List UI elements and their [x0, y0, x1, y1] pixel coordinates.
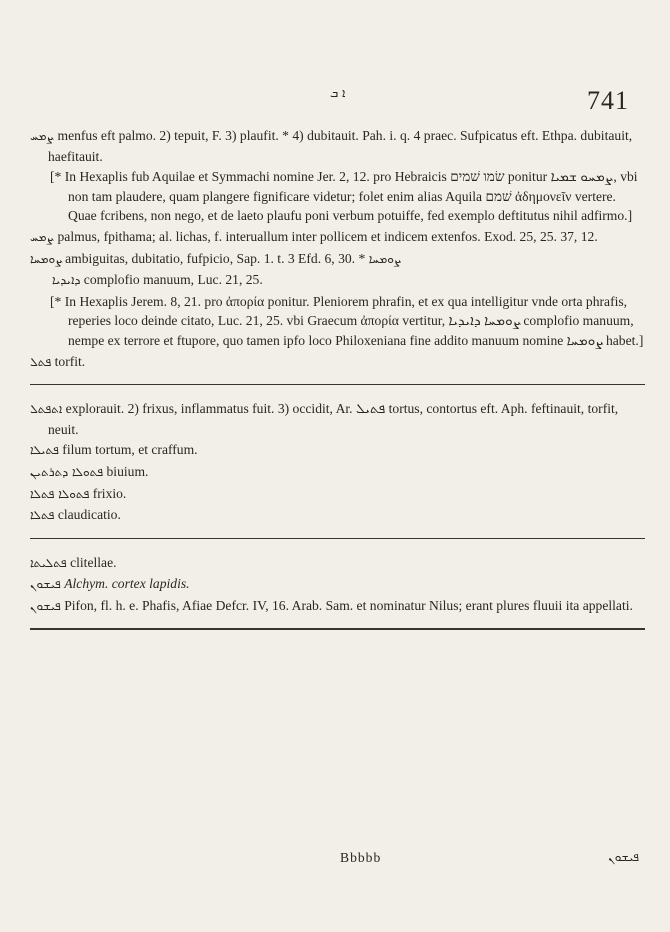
catchword: ܦܝܫܘܢ	[608, 850, 639, 864]
entry-11-headword: ܦܬܠܐ	[30, 508, 55, 523]
entry-9-headword: ܦܬܘܠܐ ܕܬܪܬܝܢ	[30, 464, 104, 479]
entry-4-headword: ܕܐܝܕܝܐ	[52, 273, 81, 288]
entry-2-headword: ܨܡܚ	[30, 229, 55, 244]
entry-10-text: frixio.	[92, 485, 127, 501]
entry-8-headword: ܦܬܝܠܐ	[30, 443, 59, 458]
entry-4	[30, 270, 645, 291]
entry-8-text: filum tortum, et craffum.	[62, 442, 198, 458]
entry-10	[30, 484, 645, 505]
entry-14	[30, 596, 645, 617]
entry-6	[30, 352, 645, 373]
entry-0-headword: ܨܡܚ	[30, 129, 55, 143]
entry-7-text: explorauit. 2) frixus, inflammatus fuit. 3) occidit, Ar. ܦܬܝܠ tortus, contortus eft. Aph. feftinauit, torfit, neuit.	[48, 401, 619, 437]
entry-10-headword: ܦܬܘܠܐ ܦܬܠܐ	[30, 486, 90, 501]
entry-13-text: Alchym. cortex lapidis.	[64, 576, 190, 592]
entry-6-text: torfit.	[54, 353, 86, 369]
entry-8	[30, 440, 645, 461]
entry-6-headword: ܦܬܠ	[30, 354, 52, 369]
entry-14-headword: ܦܝܫܘܢ	[30, 598, 61, 613]
entry-3-headword-2: ܨܘܡܚܐ	[368, 251, 401, 266]
entry-11	[30, 505, 645, 526]
entry-2	[30, 227, 645, 248]
entry-12	[30, 553, 645, 574]
entry-13-headword: ܦܝܫܘܢ	[30, 577, 61, 592]
signature-mark: Bbbbb	[340, 850, 382, 865]
entry-5-text: [* In Hexaplis Jerem. 8, 21. pro ἀπορία ponitur. Pleniorem phrafin, et ex qua intelligitur vnde orta phrafis, reperies loco deinde citato, Luc. 21, 25. vbi Graecum ἀπορία vertitur, ܨܘܡܚܐ ܕܐܝܕܝܐ complofio manuum, nempe ex terrore et ftupore, quo tamen ipfo loco Philoxeniana fine addito manuum nomine ܨܘܡܚܐ habet.]	[50, 293, 644, 348]
entry-1-text: [* In Hexaplis fub Aquilae et Symmachi nomine Jer. 2, 12. pro Hebraicis שׂמו שׁמים ponitur ܨܡܚܘ ܫܡܝܐ, vbi non tam plaudere, quam plangere fignificare videtur; folet enim alias Aquila שׁמם ἀδημονεῖν vertere. Quae fcribens, non nego, et de laeto plaufu poni verbum potuiffe, fed exemplo deftitutus nihil adfirmo.]	[50, 169, 638, 224]
entry-3-headword: ܨܘܡܚܐ	[30, 251, 62, 266]
entry-12-headword: ܦܬܠܝܬܐ	[30, 555, 67, 570]
section-rule-1	[30, 384, 645, 385]
entry-1	[30, 167, 645, 226]
entry-0	[30, 126, 645, 166]
entry-2-text: palmus, fpithama; al. lichas, f. interuallum inter pollicem et indicem extenfos. Exod. 25, 25. 37, 12.	[57, 228, 598, 244]
running-headword: ܐ ܒ	[330, 86, 346, 100]
entry-12-text: clitellae.	[70, 554, 117, 570]
entry-0-text: menfus eft palmo. 2) tepuit, F. 3) plaufit. * 4) dubitauit. Pah. i. q. 4 praec. Sufpicatus eft. Ethpa. dubitauit, haefitauit.	[48, 128, 633, 164]
entry-4-text: complofio manuum, Luc. 21, 25.	[83, 272, 263, 288]
entry-9-text: biuium.	[106, 463, 149, 479]
entry-11-text: claudicatio.	[57, 507, 121, 523]
entry-9	[30, 462, 645, 483]
entry-3	[30, 249, 645, 270]
section-rule-2	[30, 538, 645, 539]
footer-rule	[30, 628, 645, 630]
entry-7	[30, 399, 645, 439]
entry-7-headword: ܐܬܦܬܠ	[30, 402, 63, 417]
entries	[30, 126, 645, 644]
page-number: 741	[587, 86, 629, 115]
entry-3-text: ambiguitas, dubitatio, fufpicio, Sap. 1. t. 3 Efd. 6, 30. *	[65, 250, 366, 266]
entry-14-text: Pifon, fl. h. e. Phafis, Afiae Defcr. IV, 16. Arab. Sam. et nominatur Nilus; erant plures fluuii ita appellati.	[64, 597, 633, 613]
entry-13	[30, 574, 645, 595]
entry-5	[30, 292, 645, 351]
